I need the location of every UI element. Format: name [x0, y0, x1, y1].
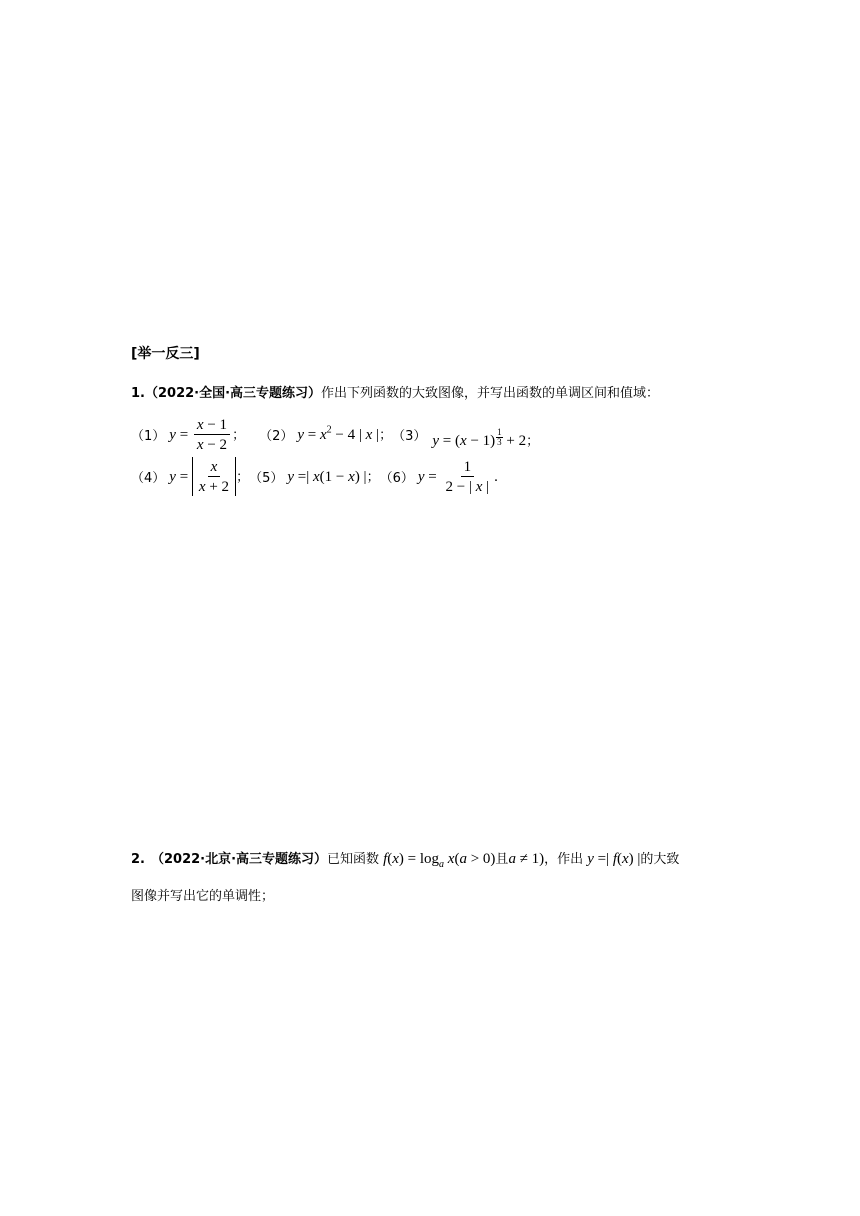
item-5-label: （5） — [249, 470, 284, 486]
question-2-stem — [131, 848, 679, 870]
item-1-label: （1） — [131, 428, 166, 444]
item-2-formula: $y = x^2 - 4$ | x |； — [297, 424, 393, 443]
question-2-text-pre: 已知函数 — [327, 852, 380, 867]
question-1-items-row-2 — [131, 456, 498, 496]
question-2-target-function: y =| f(x) | — [587, 851, 641, 867]
question-1-source: （2022·全国·高三专题练习） — [144, 386, 322, 401]
item-3-formula: y = (x − 1) $\frac{1}{3}$ + 2； — [432, 427, 540, 449]
item-6-formula: y = $\frac{1}{2 - | x |}$ . — [417, 458, 498, 495]
item-3-label: （3） — [392, 428, 427, 444]
item-5-formula: y =| x(1 − x) |； — [287, 469, 380, 485]
question-2-source: （2022·北京·高三专题练习） — [150, 852, 328, 867]
section-title: [举一反三] — [131, 346, 200, 362]
question-2-text-post: 的大致 — [640, 852, 680, 867]
question-2-number: 2. — [131, 852, 145, 867]
question-1-number: 1. — [131, 386, 145, 401]
question-2-text-mid: ，作出 — [544, 852, 584, 867]
item-1-formula: y = $\frac{x - 1}{x - 2}$ ； — [169, 416, 246, 453]
question-1-stem — [131, 382, 659, 401]
item-6-label: （6） — [379, 470, 414, 486]
question-1-items-row-1 — [131, 414, 539, 454]
question-2-function-def: $f(x) = \log_a x(a > 0)$且a ≠ 1) — [383, 851, 545, 871]
item-4-label: （4） — [131, 470, 166, 486]
question-1-text: 作出下列函数的大致图像，并写出函数的单调区间和值域： — [321, 386, 660, 401]
question-2-text-line-2: 图像并写出它的单调性； — [131, 889, 275, 904]
item-4-formula: y = $\frac{x}{x + 2}$ ； — [169, 458, 250, 495]
item-2-label: （2） — [259, 428, 294, 444]
